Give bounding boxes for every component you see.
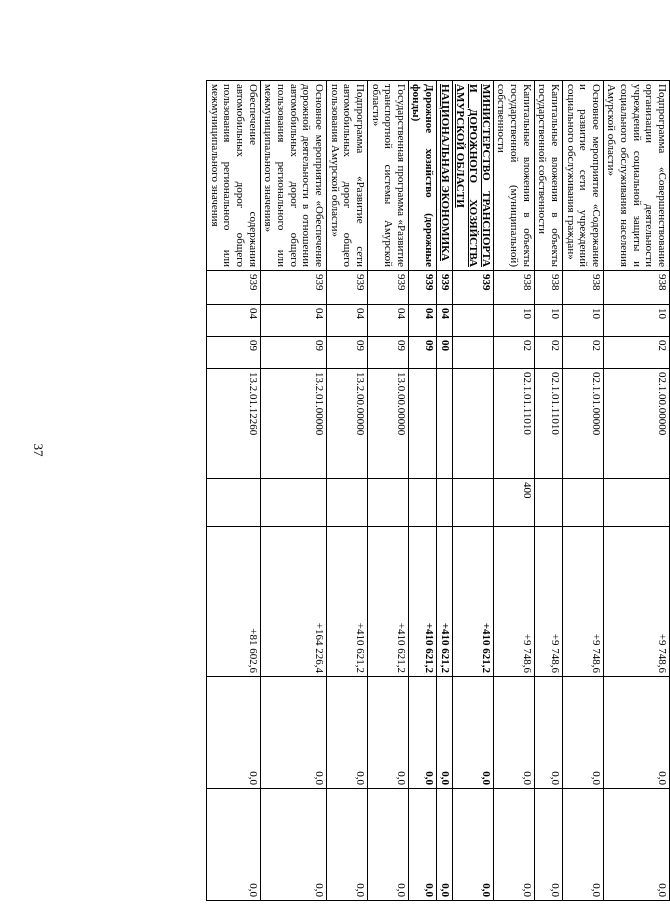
table-row	[260, 81, 326, 901]
page-number: 37	[31, 443, 46, 457]
cell-row-name: МИНИСТЕРСТВО ТРАНСПОРТА И ДОРОЖНОГО ХОЗЯЙСТВА АМУРСКОЙ ОБЛАСТИ	[452, 81, 493, 271]
table-row	[603, 81, 669, 901]
cell-amount-year3: 0,0	[260, 789, 326, 901]
cell-amount-year3: 0,0	[562, 789, 603, 901]
cell-section-code: 10	[562, 305, 603, 337]
cell-expense-type-code	[562, 479, 603, 527]
cell-section-code: 10	[493, 305, 534, 337]
cell-row-name: Основное мероприятие «Обеспечение дорожной деятельности в отношении автомобильных дорог общего пользования регионального или межмуниципального значения»	[260, 81, 326, 271]
cell-row-name: Обеспечение содержания автомобильных дорог общего пользования регионального или межмуниципального значения	[207, 81, 261, 271]
cell-amount-year2: 0,0	[408, 677, 436, 789]
cell-target-article-code: 02.1.00.00000	[603, 369, 669, 479]
cell-amount-year3: 0,0	[603, 789, 669, 901]
table-row	[534, 81, 562, 901]
cell-target-article-code: 13.2.01.00000	[260, 369, 326, 479]
cell-amount-change: +81 602,6	[207, 527, 261, 677]
cell-subsection-code: 09	[367, 337, 408, 369]
cell-row-name: Подпрограмма «Совершенствование организации деятельности учреждений социальной защиты и социального обслуживания населения Амурской области»	[603, 81, 669, 271]
cell-subsection-code: 00	[437, 337, 453, 369]
cell-row-name: Капитальные вложения в объекты государственной (муниципальной) собственности	[493, 81, 534, 271]
cell-amount-year3: 0,0	[452, 789, 493, 901]
cell-row-name: Капитальные вложения в объекты государственной собственности	[534, 81, 562, 271]
cell-target-article-code	[408, 369, 436, 479]
cell-amount-change: +9 748,6	[534, 527, 562, 677]
table-row	[437, 81, 453, 901]
cell-amount-year3: 0,0	[437, 789, 453, 901]
cell-amount-year3: 0,0	[207, 789, 261, 901]
cell-ministry-code: 939	[452, 271, 493, 305]
table-row	[452, 81, 493, 901]
cell-row-name: Государственная программа «Развитие транспортной системы Амурской области»	[367, 81, 408, 271]
cell-subsection-code: 09	[408, 337, 436, 369]
cell-section-code: 04	[260, 305, 326, 337]
cell-amount-year3: 0,0	[534, 789, 562, 901]
cell-expense-type-code	[437, 479, 453, 527]
cell-amount-year2: 0,0	[534, 677, 562, 789]
cell-section-code: 10	[534, 305, 562, 337]
budget-table	[206, 80, 670, 901]
cell-amount-change: +410 621,2	[408, 527, 436, 677]
cell-target-article-code: 02.1.01.11010	[493, 369, 534, 479]
cell-row-name: Подпрограмма «Развитие сети автомобильных дорог общего пользования Амурской области»	[326, 81, 367, 271]
cell-subsection-code: 09	[326, 337, 367, 369]
cell-amount-year2: 0,0	[207, 677, 261, 789]
table-row	[408, 81, 436, 901]
cell-expense-type-code: 400	[493, 479, 534, 527]
cell-ministry-code: 939	[408, 271, 436, 305]
cell-amount-year3: 0,0	[408, 789, 436, 901]
cell-target-article-code: 13.2.00.00000	[326, 369, 367, 479]
cell-section-code: 04	[207, 305, 261, 337]
cell-amount-change: +410 621,2	[367, 527, 408, 677]
cell-expense-type-code	[326, 479, 367, 527]
cell-row-name: НАЦИОНАЛЬНАЯ ЭКОНОМИКА	[437, 81, 453, 271]
cell-subsection-code: 02	[562, 337, 603, 369]
cell-subsection-code	[452, 337, 493, 369]
cell-expense-type-code	[367, 479, 408, 527]
cell-amount-change: +410 621,2	[452, 527, 493, 677]
cell-target-article-code	[437, 369, 453, 479]
cell-amount-year2: 0,0	[603, 677, 669, 789]
cell-section-code: 04	[326, 305, 367, 337]
cell-target-article-code: 13.2.01.12260	[207, 369, 261, 479]
cell-ministry-code: 939	[367, 271, 408, 305]
cell-target-article-code: 13.0.00.00000	[367, 369, 408, 479]
cell-amount-change: +9 748,6	[562, 527, 603, 677]
table-row	[326, 81, 367, 901]
cell-subsection-code: 02	[603, 337, 669, 369]
cell-amount-year2: 0,0	[326, 677, 367, 789]
table-wrapper	[100, 80, 670, 900]
table-body	[207, 81, 670, 901]
cell-expense-type-code	[534, 479, 562, 527]
cell-target-article-code: 02.1.01.11010	[534, 369, 562, 479]
cell-amount-year3: 0,0	[367, 789, 408, 901]
cell-ministry-code: 938	[534, 271, 562, 305]
cell-ministry-code: 938	[562, 271, 603, 305]
cell-amount-change: +410 621,2	[326, 527, 367, 677]
cell-amount-year2: 0,0	[493, 677, 534, 789]
cell-section-code: 04	[367, 305, 408, 337]
cell-subsection-code: 09	[207, 337, 261, 369]
table-row	[367, 81, 408, 901]
cell-amount-change: +9 748,6	[493, 527, 534, 677]
cell-amount-change: +9 748,6	[603, 527, 669, 677]
cell-amount-year2: 0,0	[562, 677, 603, 789]
cell-ministry-code: 939	[207, 271, 261, 305]
cell-ministry-code: 939	[260, 271, 326, 305]
cell-ministry-code: 938	[493, 271, 534, 305]
cell-expense-type-code	[603, 479, 669, 527]
cell-amount-year2: 0,0	[452, 677, 493, 789]
cell-ministry-code: 939	[437, 271, 453, 305]
cell-expense-type-code	[408, 479, 436, 527]
cell-expense-type-code	[207, 479, 261, 527]
cell-section-code: 04	[437, 305, 453, 337]
cell-ministry-code: 939	[326, 271, 367, 305]
cell-amount-change: +164 226,4	[260, 527, 326, 677]
cell-amount-change: +410 621,2	[437, 527, 453, 677]
cell-amount-year3: 0,0	[326, 789, 367, 901]
cell-subsection-code: 02	[493, 337, 534, 369]
cell-section-code: 04	[408, 305, 436, 337]
cell-amount-year2: 0,0	[437, 677, 453, 789]
table-row	[562, 81, 603, 901]
cell-section-code: 10	[603, 305, 669, 337]
cell-subsection-code: 02	[534, 337, 562, 369]
cell-ministry-code: 938	[603, 271, 669, 305]
cell-target-article-code: 02.1.01.00000	[562, 369, 603, 479]
cell-expense-type-code	[260, 479, 326, 527]
cell-section-code	[452, 305, 493, 337]
cell-expense-type-code	[452, 479, 493, 527]
table-row	[493, 81, 534, 901]
cell-target-article-code	[452, 369, 493, 479]
cell-amount-year2: 0,0	[367, 677, 408, 789]
cell-subsection-code: 09	[260, 337, 326, 369]
rotated-table-area	[100, 80, 670, 900]
cell-row-name: Основное мероприятие «Содержание и развитие сети учреждений социального обслуживания граждан»	[562, 81, 603, 271]
table-row	[207, 81, 261, 901]
cell-amount-year3: 0,0	[493, 789, 534, 901]
cell-amount-year2: 0,0	[260, 677, 326, 789]
cell-row-name: Дорожное хозяйство (дорожные фонды)	[408, 81, 436, 271]
